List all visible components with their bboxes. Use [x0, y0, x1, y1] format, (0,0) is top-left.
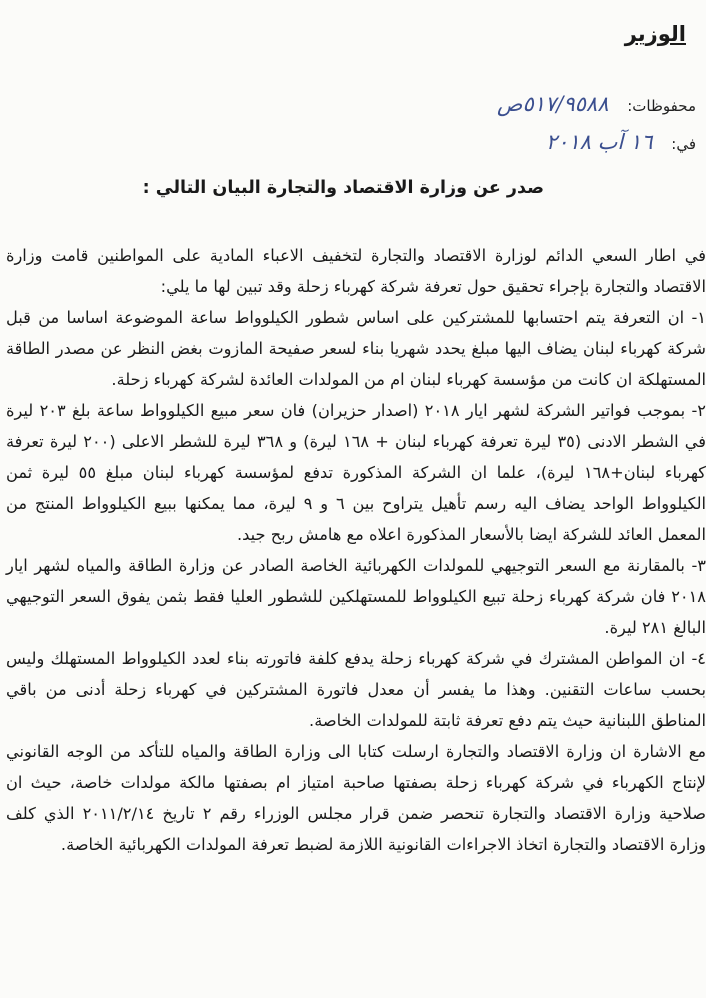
statement-subject: صدر عن وزارة الاقتصاد والتجارة البيان التالي : — [142, 178, 544, 198]
reference-number: ٥١٧/٩٥٨٨ص — [497, 92, 609, 116]
date-value: ١٦ آب ٢٠١٨ — [545, 130, 653, 154]
item-number: ٢- — [691, 401, 706, 420]
list-item — [6, 643, 706, 736]
item-text: بموجب فواتير الشركة لشهر ايار ٢٠١٨ (اصدار حزيران) فان سعر مبيع الكيلوواط ساعة بلغ ٢٠٣ ليرة في الشطر الادنى (٣٥ ليرة تعرفة كهرباء لبنان + ١٦٨ ليرة) و ٣٦٨ ليرة للشطر الاعلى (٢٠٠ ليرة تعرفة كهرباء لبنان+١٦٨ ليرة)، علما ان الشركة المذكورة تدفع لمؤسسة كهرباء لبنان مبلغ ٥٥ ليرة ثمن الكيلوواط الواحد يضاف اليه رسم تأهيل يتراوح بين ٦ و ٩ ليرة، مما يمكنها ببيع الكيلوواط المنتج من المعمل العائد للشركة ايضا بالأسعار المذكورة اعلاه مع هامش ربح جيد. — [6, 401, 706, 544]
item-number: ٤- — [691, 649, 706, 668]
list-item — [6, 550, 706, 643]
item-text: ان المواطن المشترك في شركة كهرباء زحلة يدفع كلفة فاتورته بناء لعدد الكيلوواط المستهلك وليس بحسب ساعات التقنين. وهذا ما يفسر أن معدل فاتورة المشتركين في كهرباء زحلة أدنى من باقي المناطق اللبنانية حيث يتم دفع تعرفة ثابتة للمولدات الخاصة. — [6, 649, 706, 730]
date-line — [546, 130, 696, 154]
closing-paragraph: مع الاشارة ان وزارة الاقتصاد والتجارة ارسلت كتابا الى وزارة الطاقة والمياه للتأكد من الوجه القانوني لإنتاج الكهرباء في شركة كهرباء زحلة بصفتها صاحبة امتياز ام بصفتها مالكة مولدات خاصة، حيث ان صلاحية وزارة الاقتصاد والتجارة تنحصر ضمن قرار مجلس الوزراء رقم ٢ تاريخ ٢٠١١/٢/١٤ الذي كلف وزارة الاقتصاد والتجارة اتخاذ الاجراءات القانونية اللازمة لضبط تعرفة المولدات الكهربائية الخاصة. — [6, 742, 706, 854]
item-text: بالمقارنة مع السعر التوجيهي للمولدات الكهربائية الخاصة الصادر عن وزارة الطاقة والمياه لشهر ايار ٢٠١٨ فان شركة كهرباء زحلة تبيع الكيلوواط للمستهلكين للشطور العليا فقط بثمن يفوق السعر التوجيهي البالغ ٢٨١ ليرة. — [6, 556, 706, 637]
item-number: ٣- — [691, 556, 706, 575]
item-text: ان التعرفة يتم احتسابها للمشتركين على اساس شطور الكيلوواط ساعة الموضوعة اساسا من قبل شركة كهرباء لبنان يضاف اليها مبلغ يحدد شهريا بناء لسعر صفيحة المازوت بغض النظر عن مصدر الطاقة المستهلكة ان كانت من مؤسسة كهرباء لبنان ام من المولدات العائدة لشركة كهرباء زحلة. — [6, 308, 706, 389]
reference-label: محفوظات: — [627, 97, 696, 115]
letterhead-title: الوزير — [624, 22, 686, 46]
list-item — [6, 302, 706, 395]
item-number: ١- — [691, 308, 706, 327]
statement-body — [6, 240, 706, 860]
date-label: في: — [671, 135, 696, 153]
list-item — [6, 395, 706, 550]
reference-line — [497, 92, 696, 116]
intro-paragraph: في اطار السعي الدائم لوزارة الاقتصاد والتجارة لتخفيف الاعباء المادية على المواطنين قامت وزارة الاقتصاد والتجارة بإجراء تحقيق حول تعرفة شركة كهرباء زحلة وقد تبين لها ما يلي: — [6, 246, 706, 296]
